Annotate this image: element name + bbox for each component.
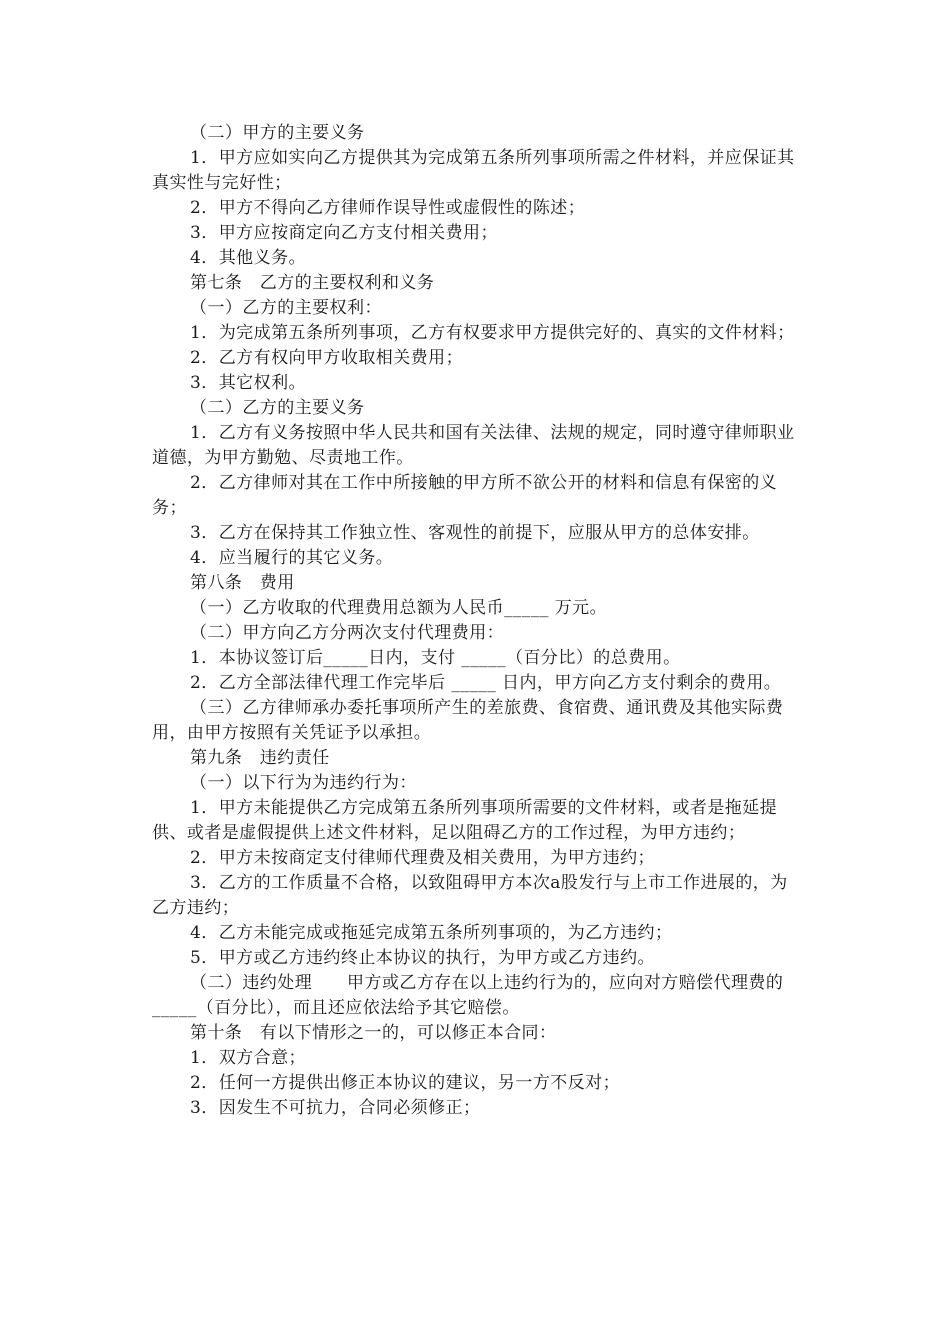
document-body: [152, 121, 795, 1121]
paragraph: 3．乙方的工作质量不合格，以致阻碍甲方本次a股发行与上市工作进展的，为乙方违约；: [152, 873, 788, 918]
paragraph: （二）违约处理 甲方或乙方存在以上违约行为的，应向对方赔偿代理费的_____（百分比），而且还应依法给予其它赔偿。: [152, 973, 784, 1018]
paragraph: （二）甲方向乙方分两次支付代理费用：: [190, 623, 505, 643]
paragraph: 3．甲方应按商定向乙方支付相关费用；: [190, 223, 498, 243]
paragraph: 3．因发生不可抗力，合同必须修正；: [190, 1098, 481, 1118]
paragraph: 2．乙方全部法律代理工作完毕后 _____ 日内，甲方向乙方支付剩余的费用。: [190, 673, 782, 693]
paragraph: 2．甲方不得向乙方律师作误导性或虚假性的陈述；: [190, 198, 586, 218]
paragraph: （一）乙方的主要权利：: [190, 298, 382, 318]
article-heading: 第七条 乙方的主要权利和义务: [190, 273, 435, 293]
paragraph: 4．乙方未能完成或拖延完成第五条所列事项的，为乙方违约；: [190, 923, 673, 943]
paragraph: 1．本协议签订后_____日内，支付 _____（百分比）的总费用。: [190, 648, 681, 668]
paragraph: 4．其他义务。: [190, 248, 306, 268]
article-heading: 第八条 费用: [190, 573, 295, 593]
paragraph: 2．任何一方提供出修正本协议的建议，另一方不反对；: [190, 1073, 621, 1093]
paragraph: 1．双方合意；: [190, 1048, 306, 1068]
paragraph: （一）以下行为为违约行为：: [190, 773, 417, 793]
paragraph: （二）乙方的主要义务: [190, 398, 365, 418]
article-heading: 第十条 有以下情形之一的，可以修正本合同：: [190, 1023, 557, 1043]
paragraph: （二）甲方的主要义务: [190, 123, 365, 143]
paragraph: 1．甲方未能提供乙方完成第五条所列事项所需要的文件材料，或者是拖延提供、或者是虚假提供上述文件材料，足以阻碍乙方的工作过程，为甲方违约；: [152, 798, 778, 843]
paragraph: 1．甲方应如实向乙方提供其为完成第五条所列事项所需之件材料，并应保证其真实性与完好性；: [152, 148, 795, 193]
paragraph: 1．乙方有义务按照中华人民共和国有关法律、法规的规定，同时遵守律师职业道德，为甲方勤勉、尽责地工作。: [152, 423, 795, 468]
paragraph: 5．甲方或乙方违约终止本协议的执行，为甲方或乙方违约。: [190, 948, 655, 968]
paragraph: 3．乙方在保持其工作独立性、客观性的前提下，应服从甲方的总体安排。: [190, 523, 760, 543]
paragraph: 3．其它权利。: [190, 373, 306, 393]
paragraph: （三）乙方律师承办委托事项所产生的差旅费、食宿费、通讯费及其他实际费用，由甲方按照有关凭证予以承担。: [152, 698, 784, 743]
article-heading: 第九条 违约责任: [190, 748, 330, 768]
paragraph: 2．乙方律师对其在工作中所接触的甲方所不欲公开的材料和信息有保密的义务；: [152, 473, 778, 518]
paragraph: 2．乙方有权向甲方收取相关费用；: [190, 348, 464, 368]
paragraph: 2．甲方未按商定支付律师代理费及相关费用，为甲方违约；: [190, 848, 655, 868]
paragraph: 4．应当履行的其它义务。: [190, 548, 394, 568]
paragraph: （一）乙方收取的代理费用总额为人民币_____ 万元。: [190, 598, 608, 618]
paragraph: 1．为完成第五条所列事项，乙方有权要求甲方提供完好的、真实的文件材料；: [190, 323, 795, 343]
